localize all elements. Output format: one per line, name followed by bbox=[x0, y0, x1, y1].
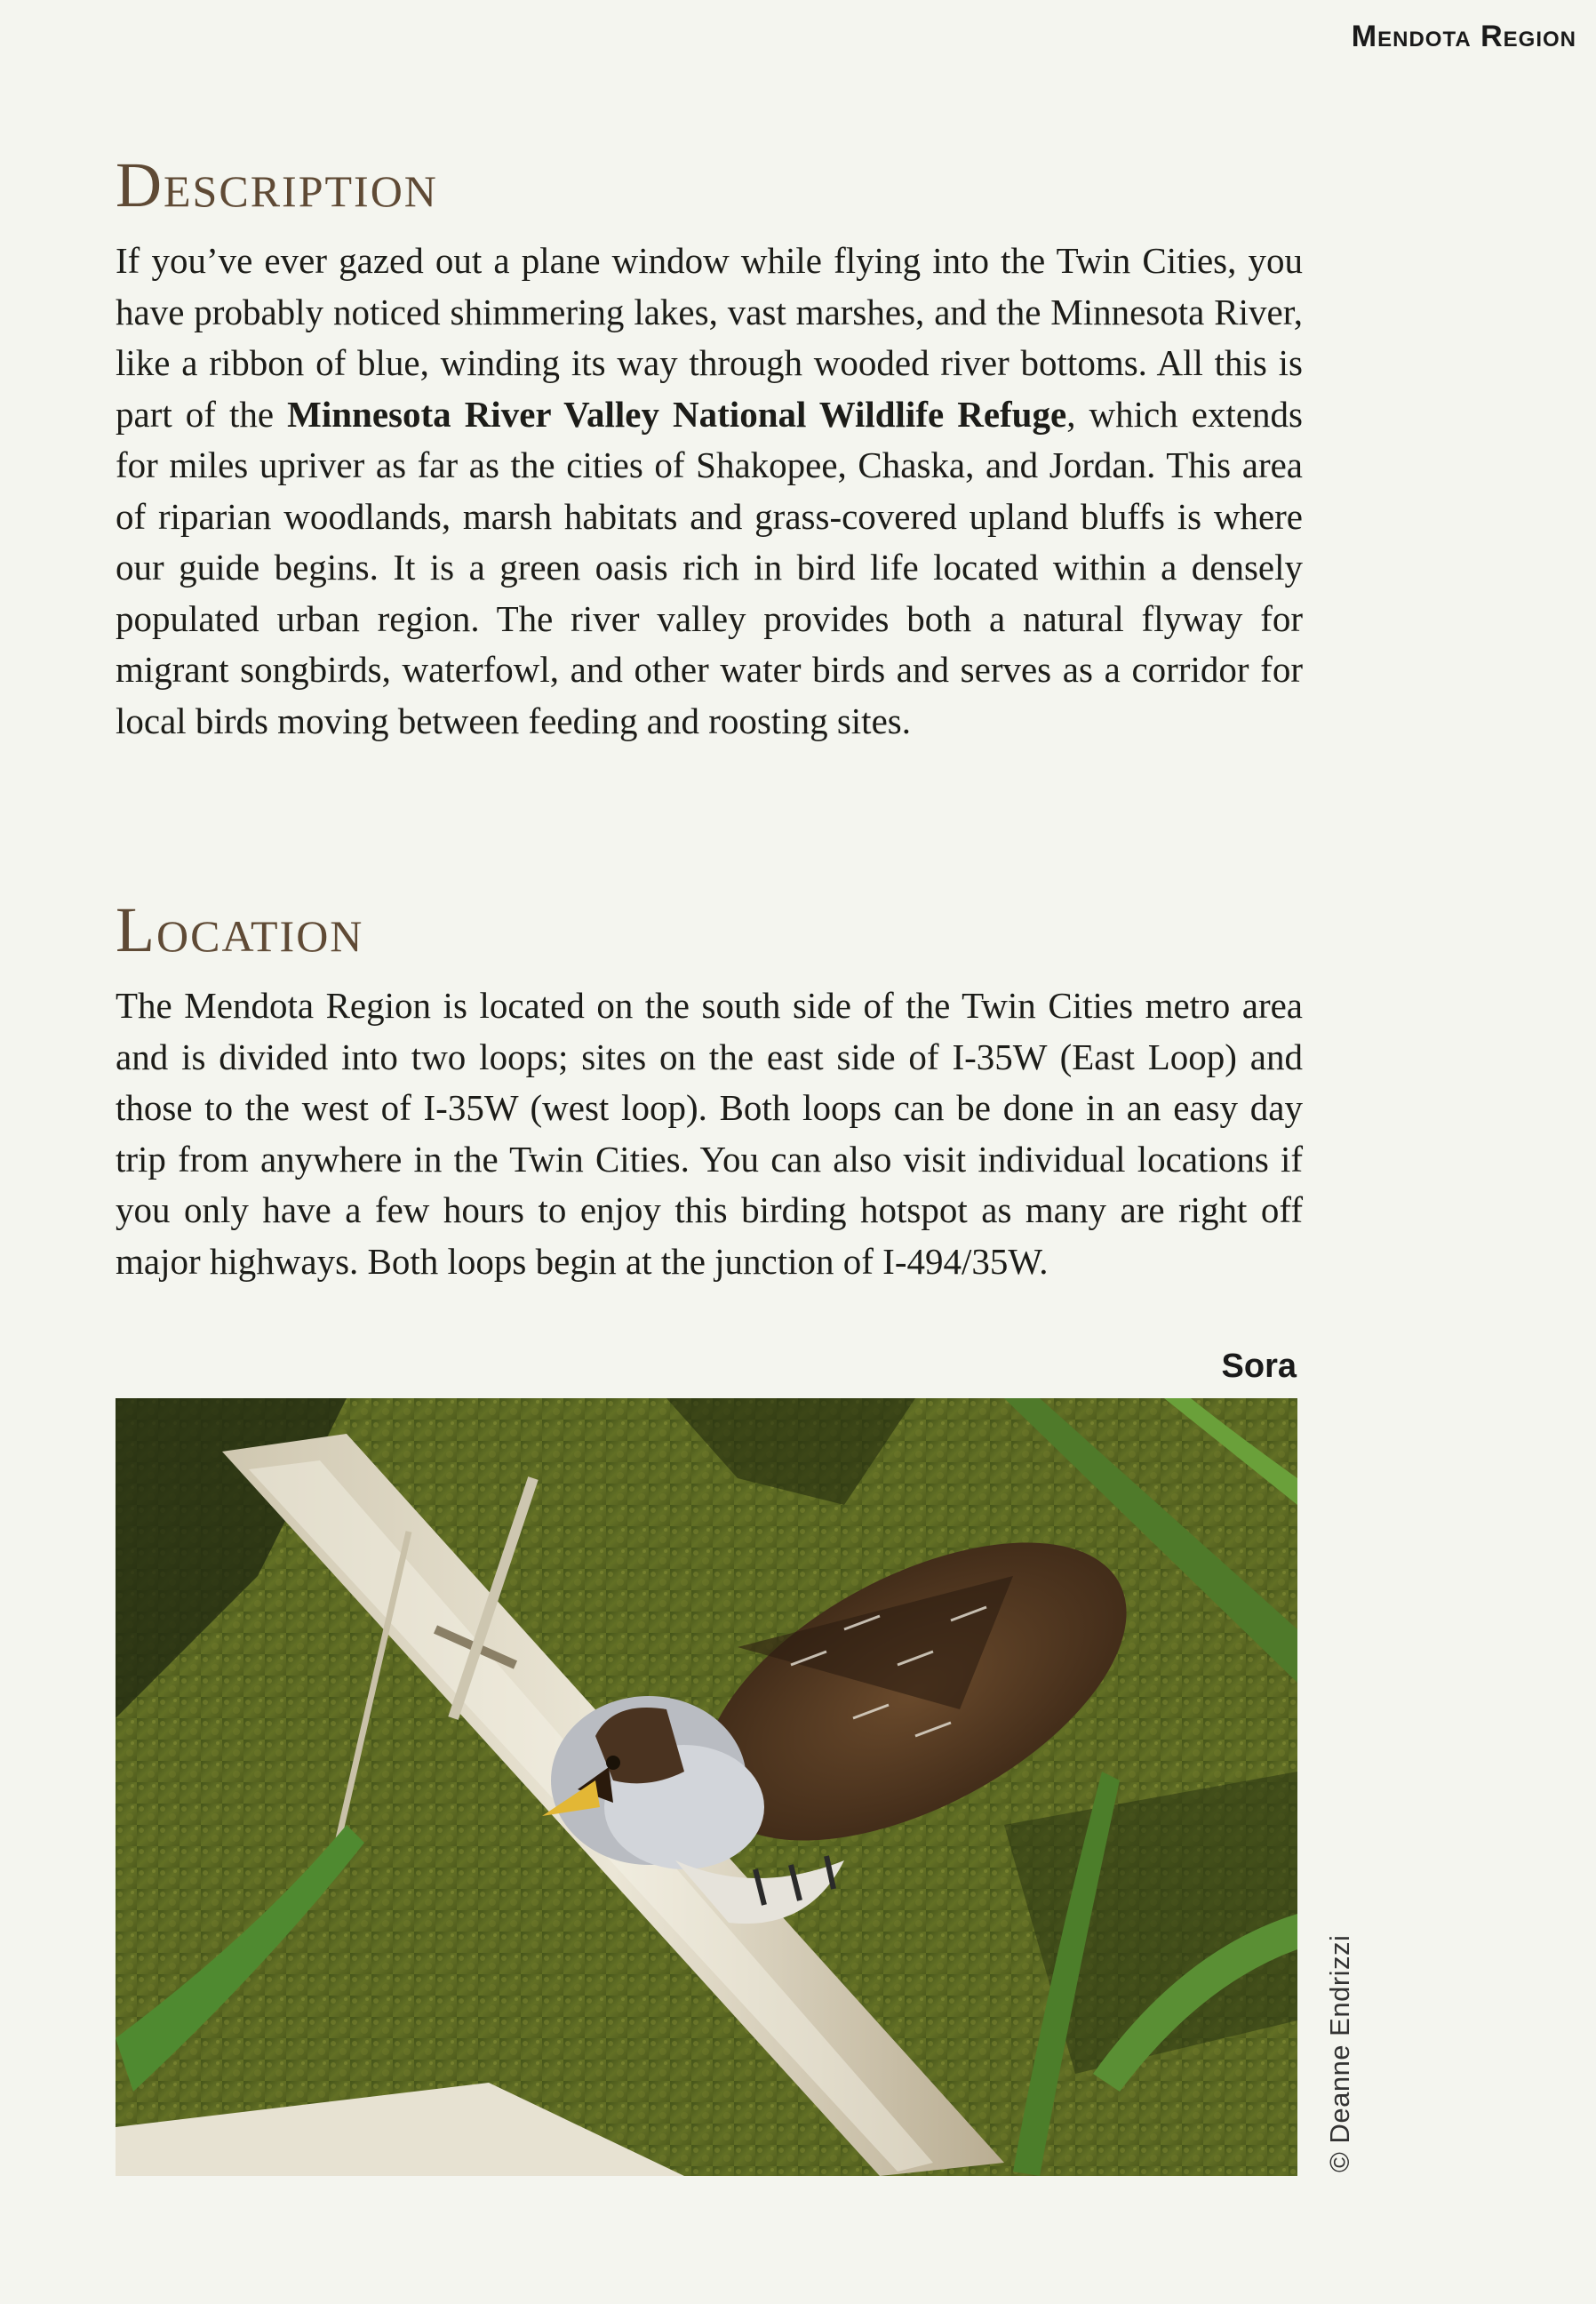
description-text-after: , which extends for miles upriver as far as the cities of Shakopee, Chaska, and Jordan. This area of riparian woodlands, marsh habitats and grass-covered upland bluffs is where our guide begins. It is a green oasis rich in bird life located within a densely populated urban region. The river valley provides both a natural flyway for migrant songbirds, waterfowl, and other water birds and serves as a corridor for local birds moving between feeding and roosting sites. bbox=[116, 393, 1303, 741]
photo-caption: Sora bbox=[1221, 1348, 1297, 1385]
location-heading: Location bbox=[116, 894, 364, 965]
description-heading: Description bbox=[116, 149, 438, 220]
location-paragraph: The Mendota Region is located on the south side of the Twin Cities metro area and is divided into two loops; sites on the east side of I-35W (East Loop) and those to the west of I-35W (west loop). Both loops can be done in an easy day trip from anywhere in the Twin Cities. You can also visit individual locations if you only have a few hours to enjoy this birding hotspot as many are right off major highways. Both loops begin at the junction of I-494/35W. bbox=[116, 985, 1303, 1282]
sora-bird-photo bbox=[116, 1398, 1297, 2176]
running-header: Mendota Region bbox=[1351, 20, 1576, 53]
description-text-before: If you’ve ever gazed out a plane window while flying into the Twin Cities, you have probably noticed shimmering lakes, vast marshes, and the Minnesota River, like a ribbon of blue, winding its way through wooded river bottoms. All this is part of the bbox=[116, 240, 1303, 435]
refuge-name-bold: Minnesota River Valley National Wildlife Refuge bbox=[287, 393, 1067, 435]
description-paragraph bbox=[116, 236, 1303, 747]
photo-credit: © Deanne Endrizzi bbox=[1324, 1934, 1355, 2172]
